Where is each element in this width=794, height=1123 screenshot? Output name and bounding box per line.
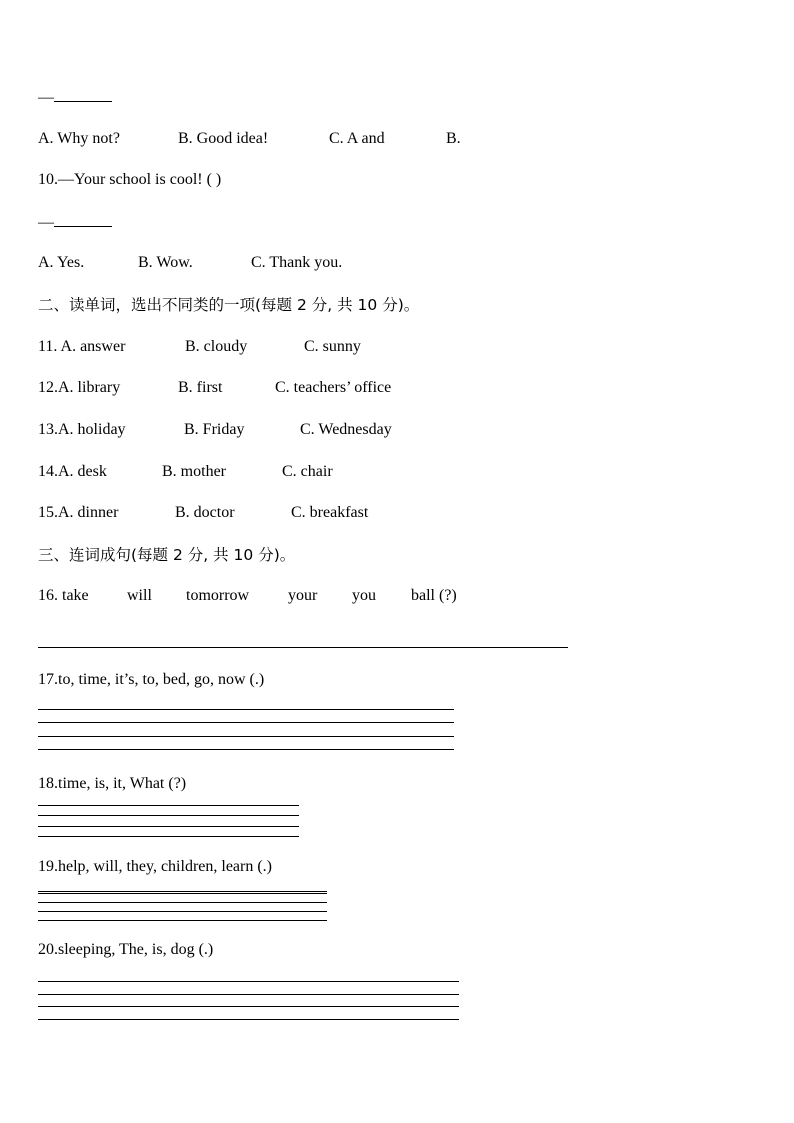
- q16-word-tomorrow: tomorrow: [186, 587, 250, 604]
- q12-option-b: B. first: [178, 379, 223, 396]
- q12-option-a: 12.A. library: [38, 379, 121, 396]
- q18-answer-line-4[interactable]: [38, 836, 299, 837]
- q18-answer-line-3[interactable]: [38, 826, 299, 827]
- q20-words: 20.sleeping, The, is, dog (.): [38, 941, 214, 958]
- q20-answer-line-3[interactable]: [38, 1006, 459, 1007]
- q15-option-b: B. doctor: [175, 504, 235, 521]
- q9-option-a: A. Why not?: [38, 130, 120, 147]
- q17-answer-line-1[interactable]: [38, 709, 454, 710]
- q14-option-a: 14.A. desk: [38, 463, 107, 480]
- q16-word-you: you: [352, 587, 376, 604]
- q10-dash: —: [38, 214, 54, 231]
- q11-option-b: B. cloudy: [185, 338, 248, 355]
- q15-option-c: C. breakfast: [291, 504, 369, 521]
- section2-heading: 二、读单词，选出不同类的一项(每题 2 分, 共 10 分)。: [38, 296, 420, 314]
- q18-answer-line-2[interactable]: [38, 815, 299, 816]
- section3-heading: 三、连词成句(每题 2 分, 共 10 分)。: [38, 546, 296, 564]
- q17-answer-line-2[interactable]: [38, 722, 454, 723]
- q15-option-a: 15.A. dinner: [38, 504, 119, 521]
- q16-word-your: your: [288, 587, 318, 604]
- q11-option-c: C. sunny: [304, 338, 361, 355]
- q19-answer-line-1[interactable]: [38, 891, 327, 892]
- q16-answer-line[interactable]: [38, 647, 568, 648]
- q11-option-a: 11. A. answer: [38, 338, 126, 355]
- q18-words: 18.time, is, it, What (?): [38, 775, 187, 792]
- q9-option-d: B.: [446, 130, 461, 147]
- q9-option-b: B. Good idea!: [178, 130, 269, 147]
- q20-answer-line-2[interactable]: [38, 994, 459, 995]
- q20-answer-line-4[interactable]: [38, 1019, 459, 1020]
- q12-option-c: C. teachers’ office: [275, 379, 392, 396]
- q19-words: 19.help, will, they, children, learn (.): [38, 858, 272, 875]
- q9-answer-blank[interactable]: [54, 89, 112, 102]
- q16-word-will: will: [127, 587, 152, 604]
- q19-answer-line-5[interactable]: [38, 920, 327, 921]
- q17-words: 17.to, time, it’s, to, bed, go, now (.): [38, 671, 265, 688]
- q10-answer-blank[interactable]: [54, 214, 112, 227]
- q20-answer-line-1[interactable]: [38, 981, 459, 982]
- q10-option-c: C. Thank you.: [251, 254, 343, 271]
- q10-option-a: A. Yes.: [38, 254, 85, 271]
- q9-option-c: C. A and: [329, 130, 385, 147]
- q14-option-b: B. mother: [162, 463, 226, 480]
- q14-option-c: C. chair: [282, 463, 333, 480]
- q10-reply-line: [38, 213, 112, 233]
- q10-stem: 10.—Your school is cool! ( ): [38, 171, 222, 188]
- q9-dash: —: [38, 89, 54, 106]
- q19-answer-line-3[interactable]: [38, 902, 327, 903]
- q19-answer-line-2[interactable]: [38, 893, 327, 894]
- q16-word-ball: ball (?): [411, 587, 457, 604]
- q18-answer-line-1[interactable]: [38, 805, 299, 806]
- q17-answer-line-3[interactable]: [38, 736, 454, 737]
- q9-reply-line: [38, 88, 112, 108]
- q17-answer-line-4[interactable]: [38, 749, 454, 750]
- q13-option-a: 13.A. holiday: [38, 421, 126, 438]
- q16-word-take: 16. take: [38, 587, 89, 604]
- q13-option-c: C. Wednesday: [300, 421, 392, 438]
- q13-option-b: B. Friday: [184, 421, 245, 438]
- q19-answer-line-4[interactable]: [38, 911, 327, 912]
- q10-option-b: B. Wow.: [138, 254, 193, 271]
